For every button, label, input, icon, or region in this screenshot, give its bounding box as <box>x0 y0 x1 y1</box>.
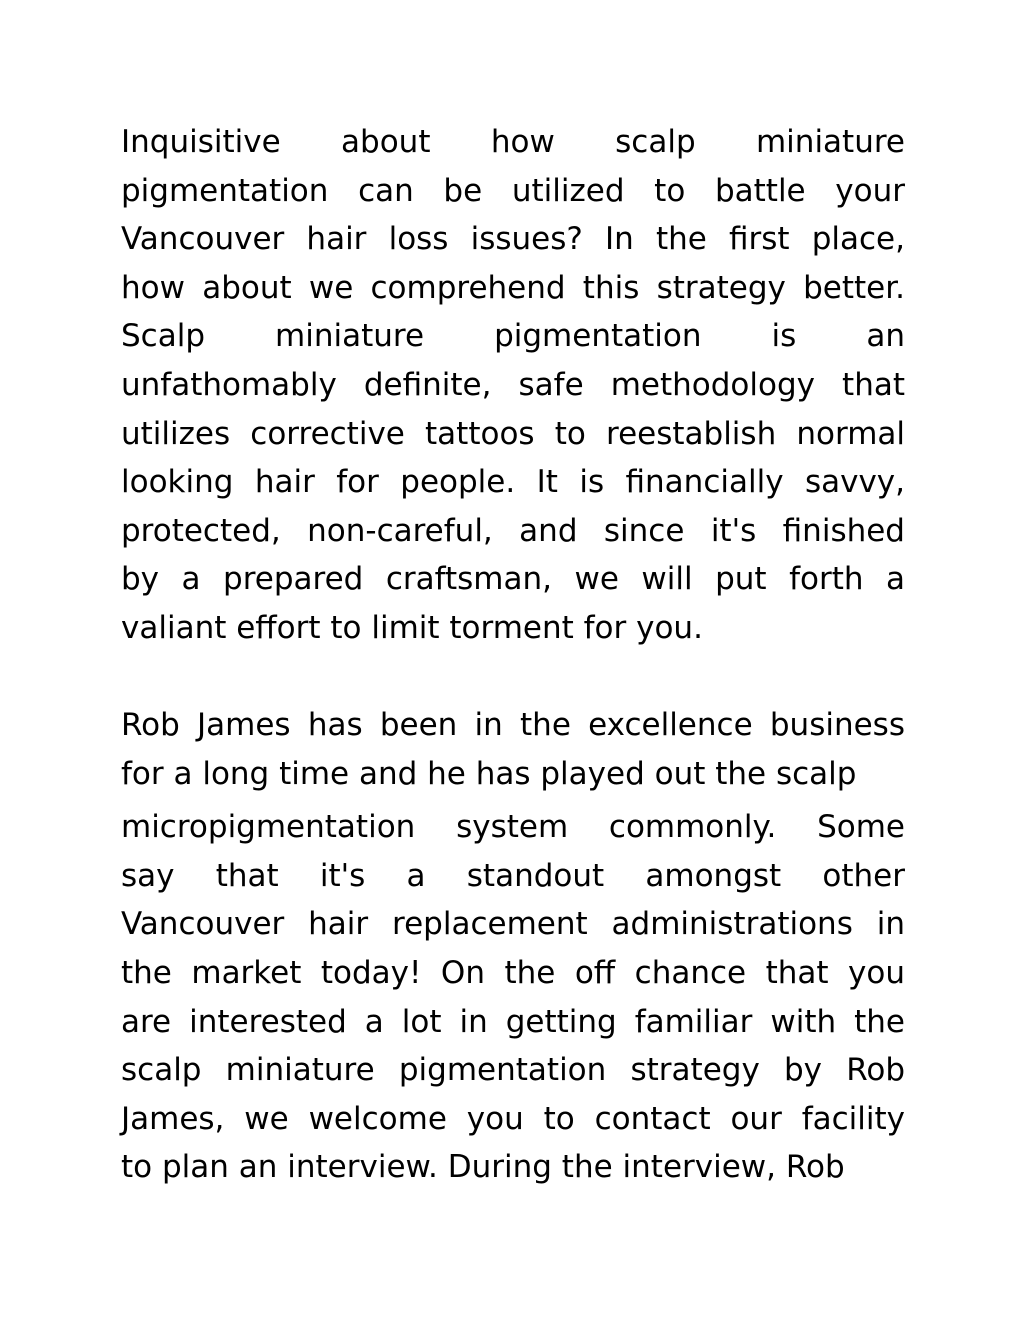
paragraph-line: micropigmentation system commonly. Some <box>121 809 905 846</box>
paragraph-line: utilizes corrective tattoos to reestablish normal <box>121 415 905 452</box>
paragraph-line: for a long time and he has played out the scalp <box>121 755 857 792</box>
paragraph-line: Vancouver hair loss issues? In the first place, <box>121 221 905 258</box>
paragraph-line: looking hair for people. It is financially savvy, <box>121 464 905 501</box>
paragraph-line: the market today! On the off chance that you <box>121 954 905 991</box>
paragraph-line: how about we comprehend this strategy better. <box>121 269 905 306</box>
paragraph-line: protected, non-careful, and since it's finished <box>121 512 905 549</box>
paragraph-line: say that it's a standout amongst other <box>121 857 905 894</box>
paragraph-line: scalp miniature pigmentation strategy by Rob <box>121 1052 905 1089</box>
paragraph-line: Vancouver hair replacement administrations in <box>121 906 905 943</box>
paragraph-line: Inquisitive about how scalp miniature <box>121 124 905 160</box>
paragraph-line: James, we welcome you to contact our facility <box>121 1100 905 1137</box>
paragraph-line: are interested a lot in getting familiar with the <box>121 1003 905 1040</box>
paragraph-1 <box>121 118 905 653</box>
paragraph-line: pigmentation can be utilized to battle your <box>121 172 905 209</box>
paragraph-line: to plan an interview. During the interview, Rob <box>121 1149 845 1186</box>
paragraph-line: Rob James has been in the excellence business <box>121 707 905 743</box>
paragraph-2 <box>121 701 905 1192</box>
paragraph-line: valiant effort to limit torment for you. <box>121 609 703 646</box>
paragraph-line: Scalp miniature pigmentation is an <box>121 318 905 355</box>
paragraph-line: by a prepared craftsman, we will put forth a <box>121 561 905 598</box>
paragraph-line: unfathomably definite, safe methodology that <box>121 366 905 403</box>
